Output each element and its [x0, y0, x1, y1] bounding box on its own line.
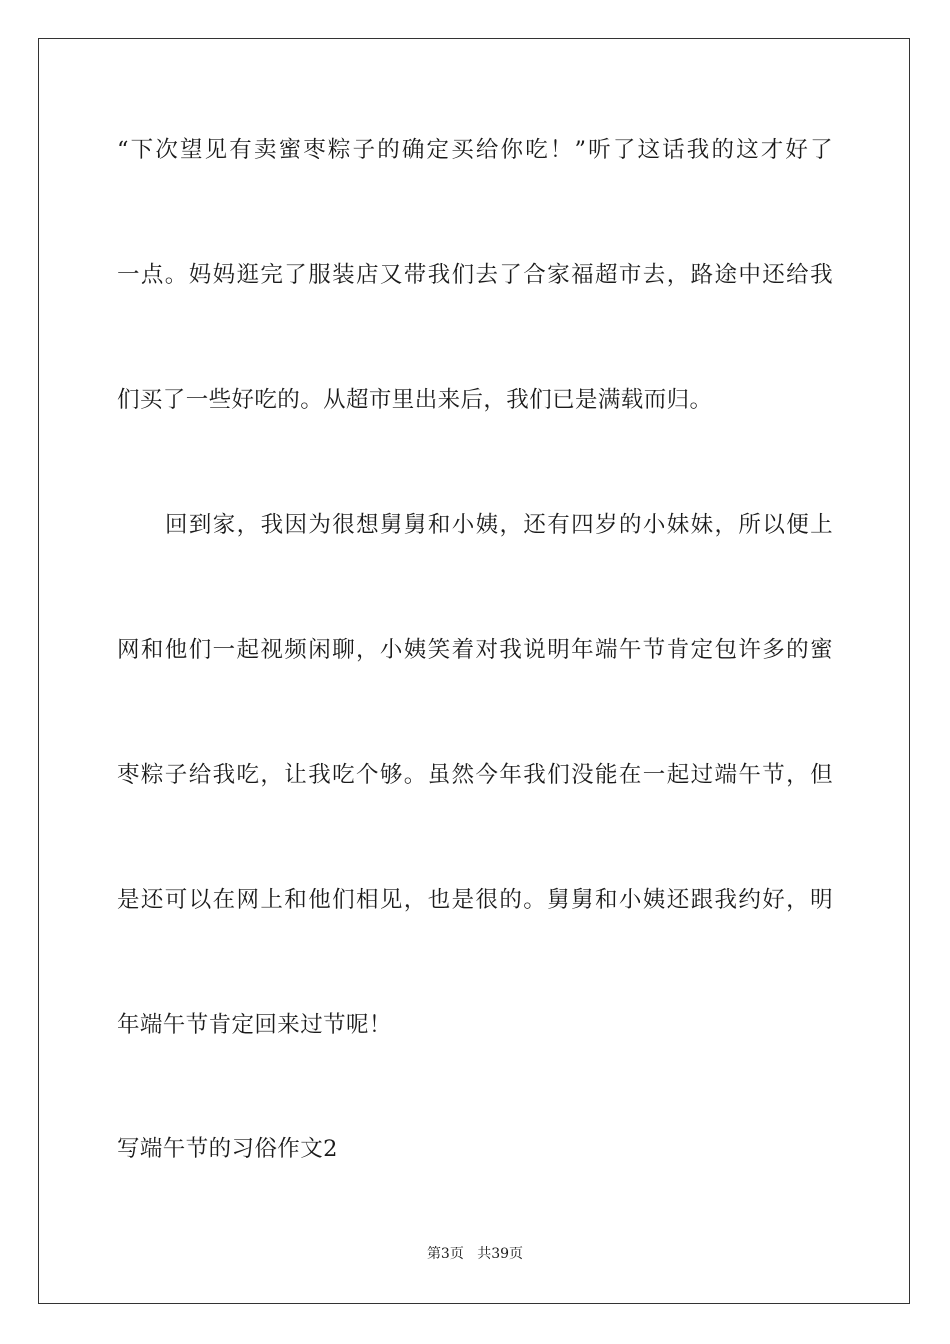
page-total: 共39页 — [477, 1246, 524, 1262]
page-number: 第3页 — [426, 1246, 464, 1262]
page-footer — [0, 1244, 950, 1264]
paragraph-line-6: 枣粽子给我吃，让我吃个够。虽然今年我们没能在一起过端午节，但 — [117, 762, 833, 788]
page-border — [38, 38, 910, 1304]
paragraph-line-7: 是还可以在网上和他们相见，也是很的。舅舅和小姨还跟我约好，明 — [117, 887, 833, 913]
paragraph-line-2: 一点。妈妈逛完了服装店又带我们去了合家福超市去，路途中还给我 — [117, 262, 833, 288]
section-heading: 写端午节的习俗作文2 — [117, 1136, 338, 1162]
paragraph-line-3: 们买了一些好吃的。从超市里出来后，我们已是满载而归。 — [117, 387, 713, 413]
paragraph-line-8: 年端午节肯定回来过节呢！ — [117, 1012, 392, 1038]
paragraph-line-5: 网和他们一起视频闲聊，小姨笑着对我说明年端午节肯定包许多的蜜 — [117, 637, 833, 663]
paragraph-line-1: “下次望见有卖蜜枣粽子的确定买给你吃！”听了这话我的这才好了 — [117, 137, 833, 163]
paragraph-line-4: 回到家，我因为很想舅舅和小姨，还有四岁的小妹妹，所以便上 — [165, 512, 833, 538]
